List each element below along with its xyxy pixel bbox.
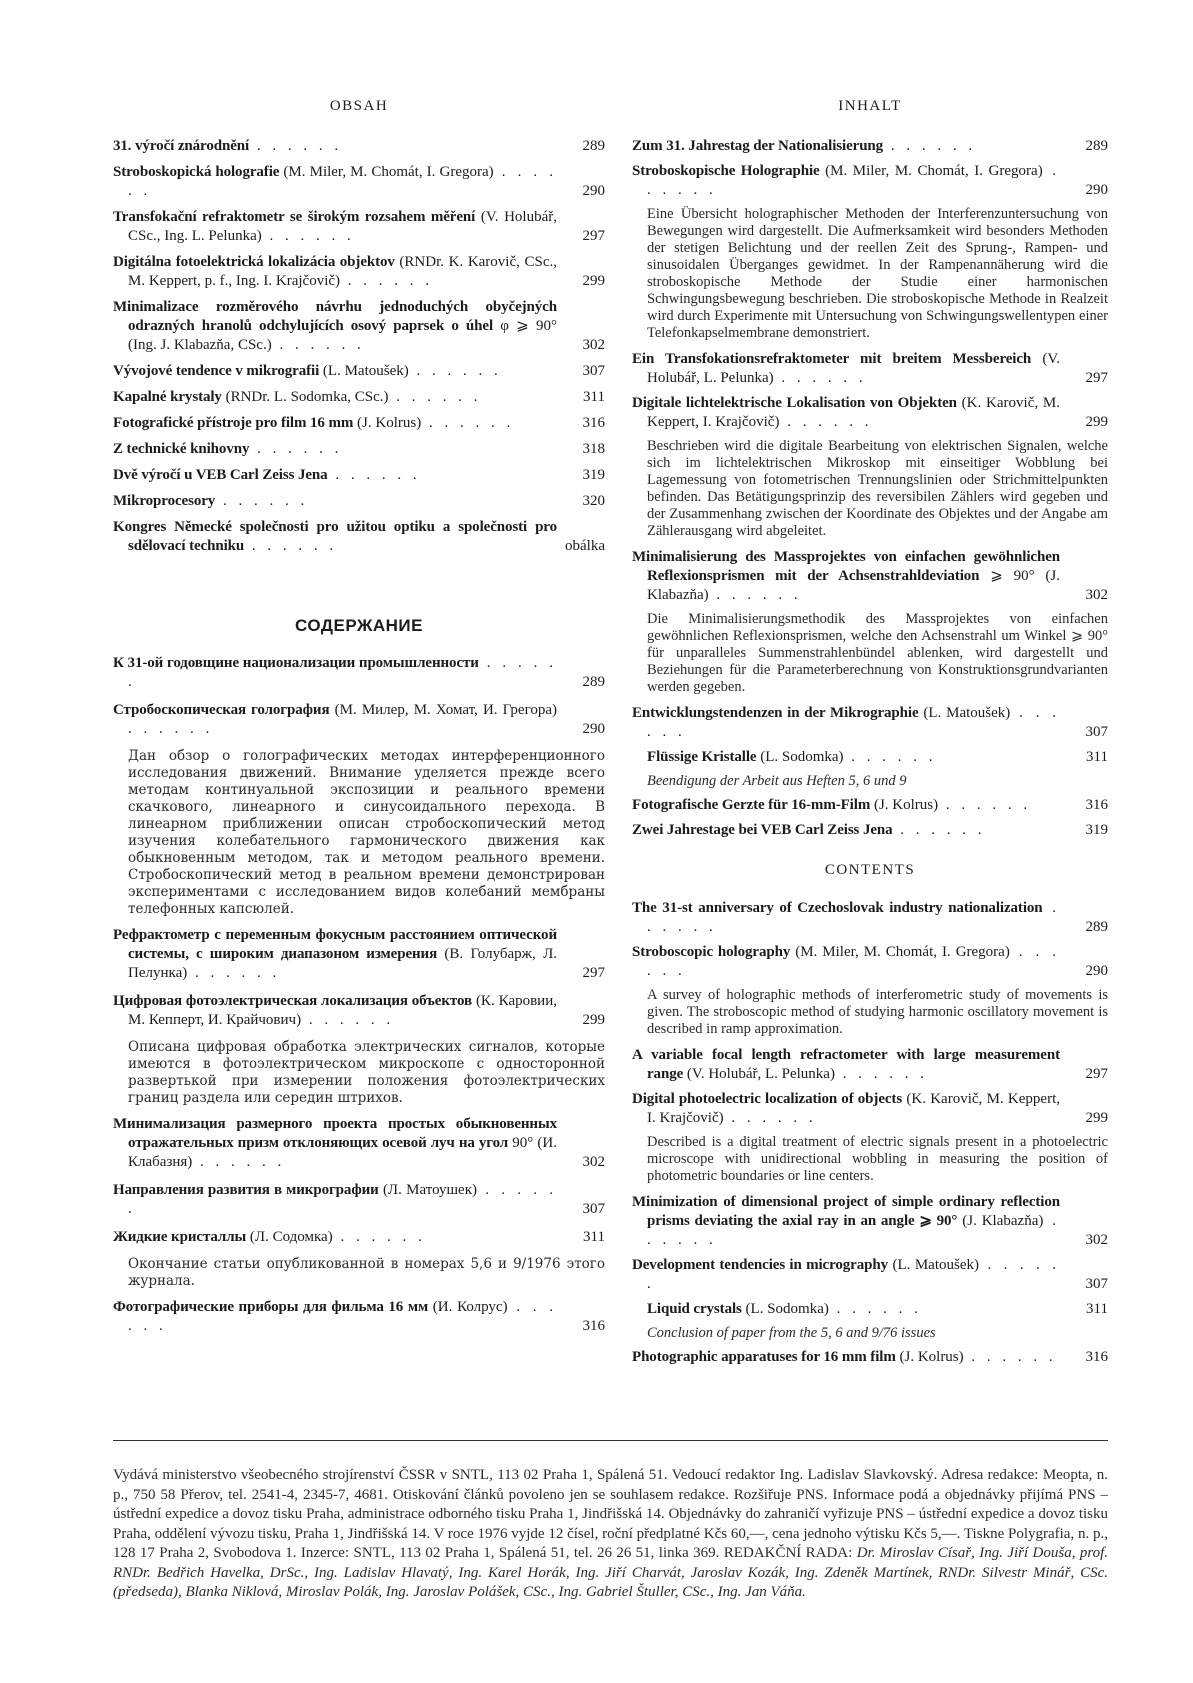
obsah-entry-page: 307	[582, 363, 605, 379]
obsah-entry	[113, 298, 605, 355]
dot-leader: . . . . . .	[421, 415, 515, 431]
soderzhanie-entry	[113, 701, 605, 739]
soderzhanie-entry-page: 299	[582, 1012, 605, 1028]
contents-entry-title: The 31-st anniversary of Czechoslovak industry nationalization	[632, 900, 1043, 916]
soderzhanie-entry-authors: (М. Милер, М. Хомат, И. Грегора)	[329, 702, 557, 718]
inhalt-entry-title: Stroboskopische Holographie	[632, 163, 820, 179]
soderzhanie-entry-abstract: Дан обзор о голографических методах интерференционного исследования движений. Внимание уделяется прежде всего методам континуальной экспозиции и реального времени скачкового, линеарного и синусоидального перехода. В линеарном приближении описан стробоскопический метод изучения колебательного гармонического движения как обыкновенным методом, так и методом реального времени. Стробоскопический метод в реальном времени демонстрирован экспериментами с исследованием видов колебаний мембраны телефонных капсюлей.	[128, 748, 605, 917]
dot-leader: . . . . . .	[340, 273, 434, 289]
contents-entry	[632, 1300, 1108, 1319]
obsah-entry-title: Minimalizace rozměrového návrhu jednoduchých obyčejných odrazných hranolů odchylujících osový paprsek o úhel	[113, 299, 557, 334]
soderzhanie-entry	[113, 1228, 605, 1247]
inhalt-entry-authors: (L. Sodomka)	[756, 749, 844, 765]
contents-entry-heading	[632, 1256, 1060, 1294]
contents-entry-authors: (V. Holubář, L. Pelunka)	[683, 1066, 835, 1082]
dot-leader: . . . . . .	[128, 655, 558, 690]
inhalt-entry-abstract: Die Minimalisierungsmethodik des Massprojektes von einfachen gewöhnlichen Reflexionsprismen, welche den Achsenstrahl um Winkel ⩾ 90° für unparalleles Summenstrahlenbündel ablenken, wird dargestellt und Beziehungen für die Parameterberechnung von Konstruktionsgrundvarianten werden gegeben.	[647, 611, 1108, 695]
soderzhanie-entry-title: К 31-ой годовщине национализации промышленности	[113, 655, 479, 671]
obsah-entry	[113, 253, 605, 291]
soderzhanie-entry-page: 297	[582, 965, 605, 981]
soderzhanie-entry-page: 311	[583, 1229, 605, 1245]
obsah-title: OBSAH	[329, 98, 389, 114]
soderzhanie-entry	[113, 1298, 605, 1336]
dot-leader: . . . . . .	[834, 1066, 928, 1082]
contents-entry	[632, 943, 1108, 981]
contents-entry-heading	[647, 1300, 1060, 1319]
dot-leader: . . . . . .	[327, 467, 421, 483]
inhalt-entry	[632, 704, 1108, 742]
obsah-entry-title: Kongres Německé společnosti pro užitou optiku a společnosti pro sdělovací techniku	[113, 519, 557, 554]
dot-leader: . . . . . .	[773, 370, 867, 386]
obsah-entry-authors: (J. Kolrus)	[353, 415, 422, 431]
obsah-entry-page: 290	[582, 183, 605, 199]
inhalt-entry-note: Beendigung der Arbeit aus Heften 5, 6 und 9	[647, 773, 907, 789]
obsah-entry-title: Stroboskopická holografie	[113, 164, 280, 180]
soderzhanie-entry	[113, 1115, 605, 1172]
soderzhanie-entry-title: Фотографические приборы для фильма 16 мм	[113, 1299, 429, 1315]
inhalt-entry	[632, 796, 1108, 815]
contents-entry-page: 311	[1086, 1301, 1108, 1317]
obsah-entry-page: 319	[582, 467, 605, 483]
obsah-entry	[113, 414, 605, 433]
obsah-entry-title: 31. výročí znárodnění	[113, 138, 250, 154]
dot-leader: . . . . . .	[249, 441, 343, 457]
inhalt-entry	[632, 548, 1108, 605]
soderzhanie-title: СОДЕРЖАНИЕ	[295, 616, 423, 635]
contents-entry-page: 289	[1085, 919, 1108, 935]
soderzhanie-entry-title: Рефрактометр с переменным фокусным расстоянием оптической системы, с широким диапазоном измерения	[113, 927, 557, 962]
contents-entry-authors: (J. Kolrus)	[895, 1349, 964, 1365]
dot-leader: . . . . . .	[128, 721, 214, 737]
soderzhanie-entry-title: Жидкие кристаллы	[113, 1229, 247, 1245]
obsah-entry-heading	[113, 362, 557, 381]
obsah-entry-heading	[113, 440, 557, 459]
dot-leader: . . . . . .	[128, 1182, 557, 1217]
soderzhanie-entry	[113, 654, 605, 692]
dot-leader: . . . . . .	[647, 900, 1060, 935]
dot-leader: . . . . . .	[828, 1301, 922, 1317]
obsah-entry-page: 311	[583, 389, 605, 405]
inhalt-entry	[632, 350, 1108, 388]
dot-leader: . . . . . .	[963, 1349, 1057, 1365]
inhalt-entry-authors: (M. Miler, M. Chomát, I. Gregora)	[819, 163, 1043, 179]
inhalt-entry-heading	[632, 137, 1060, 156]
contents-entry-page: 316	[1085, 1349, 1108, 1365]
soderzhanie-entry-heading	[113, 1228, 557, 1247]
obsah-entry-title: Fotografické přístroje pro film 16 mm	[113, 415, 354, 431]
inhalt-entry-page: 302	[1085, 587, 1108, 603]
soderzhanie-entry-abstract: Окончание статьи опубликованной в номерах 5,6 и 9/1976 этого журнала.	[128, 1256, 605, 1289]
obsah-entry-page: 289	[582, 138, 605, 154]
dot-leader: . . . . . .	[892, 822, 986, 838]
contents-entry	[632, 1256, 1108, 1294]
inhalt-entry-heading	[632, 548, 1060, 605]
contents-entry-heading	[632, 1348, 1060, 1367]
obsah-entry-authors: (RNDr. L. Sodomka, CSc.)	[221, 389, 389, 405]
inhalt-entry-authors: (J. Kolrus)	[870, 797, 939, 813]
soderzhanie-entry	[113, 992, 605, 1030]
dot-leader: . . . . . .	[192, 1154, 286, 1170]
imprint-text: Vydává ministerstvo všeobecného strojírenství ČSSR v SNTL, 113 02 Praha 1, Spálená 51. Vedoucí redaktor Ing. Ladislav Slavkovský. Adresa redakce: Meopta, n. p., 750 58 Přerov, tel. 2541-4, 2345-7, 4681. Otiskování článků povoleno jen se souhlasem redakce. Rozšiřuje PNS. Informace podá a objednávky přijímá PNS – ústřední expedice a dovoz tisku Praha, administrace odborného tisku Praha 1, Jindřišská 14. Objednávky do zahraničí vyřizuje PNS – ústřední expedice a dovoz tisku Praha, oddělení vývozu tisku, Praha 1, Jindřišská 14. V roce 1976 vyjde 12 čísel, roční předplatné Kčs 60,—, cena jednoho výtisku Kčs 5,—. Tiskne Polygrafia, n. p., 128 17 Praha 2, Svobodova 1. Inzerce: SNTL, 113 02 Praha 1, Spálená 51, tel. 26 26 51, linka 369.	[113, 1467, 1108, 1561]
editorial-board-label: REDAKČNÍ RADA:	[723, 1545, 853, 1561]
soderzhanie-entry-authors: (Л. Содомка)	[246, 1229, 333, 1245]
inhalt-entry-title: Entwicklungstendenzen in der Mikrographie	[632, 705, 919, 721]
obsah-entry-page: 320	[582, 493, 605, 509]
inhalt-entry-page: 316	[1085, 797, 1108, 813]
obsah-entry-title: Vývojové tendence v mikrografii	[113, 363, 320, 379]
obsah-list	[113, 137, 605, 556]
inhalt-entry-heading	[632, 796, 1060, 815]
obsah-entry	[113, 388, 605, 407]
obsah-entry-heading	[113, 298, 557, 355]
contents-entry-heading	[632, 1090, 1060, 1128]
contents-entry-heading	[632, 1046, 1060, 1084]
obsah-entry-heading	[113, 388, 557, 407]
obsah-entry	[113, 208, 605, 246]
inhalt-entry-title: Flüssige Kristalle	[647, 749, 757, 765]
inhalt-entry-page: 299	[1085, 414, 1108, 430]
soderzhanie-entry-page: 290	[582, 721, 605, 737]
dot-leader: . . . . . .	[128, 1299, 558, 1334]
contents-entry-title: Stroboscopic holography	[632, 944, 791, 960]
dot-leader: . . . . . .	[271, 337, 365, 353]
obsah-entry	[113, 492, 605, 511]
inhalt-entry-title: Zum 31. Jahrestag der Nationalisierung	[632, 138, 884, 154]
dot-leader: . . . . . .	[647, 705, 1061, 740]
contents-entry-authors: (K. Karovič, M. Keppert, I. Krajčovič)	[647, 1091, 1060, 1126]
inhalt-entry-title: Fotografische Gerzte für 16-mm-Film	[632, 797, 871, 813]
soderzhanie-entry-title: Минимализация размерного проекта простых обыкновенных отражательных призм отклоняющих осевой луч на угол	[113, 1116, 557, 1151]
contents-entry-abstract: A survey of holographic methods of interferometric study of movements is given. The stroboscopic method of studying harmonic oscillatory movement is described in ramp approximation.	[647, 987, 1108, 1037]
dot-leader: . . . . . .	[388, 389, 482, 405]
soderzhanie-entry-heading	[113, 1181, 557, 1219]
obsah-entry-page: 316	[582, 415, 605, 431]
inhalt-entry-page: 319	[1085, 822, 1108, 838]
contents-entry-page: 307	[1085, 1276, 1108, 1292]
inhalt-entry	[632, 748, 1108, 767]
contents-entry-heading	[632, 1193, 1060, 1250]
dot-leader: . . . . . .	[408, 363, 502, 379]
inhalt-entry	[632, 162, 1108, 200]
contents-entry-heading	[632, 943, 1060, 981]
soderzhanie-entry-authors: 90° (И. Клабазня)	[128, 1135, 558, 1170]
obsah-entry	[113, 440, 605, 459]
inhalt-entry-page: 307	[1085, 724, 1108, 740]
dot-leader: . . . . . .	[244, 538, 338, 554]
contents-entry-authors: (J. Klabazňa)	[957, 1213, 1044, 1229]
contents-entry-heading	[632, 899, 1060, 937]
contents-entry-abstract: Described is a digital treatment of electric signals present in a photoelectric microscope with unidirectional wobbling in measuring the position of photometric boundaries or line centers.	[647, 1134, 1108, 1184]
editorial-board-members: Dr. Miroslav Císař, Ing. Jiří Douša, prof. RNDr. Bedřich Havelka, DrSc., Ing. Ladislav Hlavatý, Ing. Karel Horák, Ing. Jiří Charvát, Jaroslav Kozák, Ing. Zdeněk Martínek, RNDr. Silvestr Minář, CSc. (předseda), Blanka Niklová, Miroslav Polák, Ing. Jaroslav Polášek, CSc., Ing. Gabriel Štuller, CSc., Ing. Jan Váňa.	[113, 1545, 1109, 1600]
inhalt-entry	[632, 821, 1108, 840]
dot-leader: . . . . . .	[301, 1012, 395, 1028]
obsah-entry	[113, 362, 605, 381]
obsah-entry-heading	[113, 414, 557, 433]
soderzhanie-entry-heading	[113, 1115, 557, 1172]
contents-entry-authors: (M. Miler, M. Chomát, I. Gregora)	[790, 944, 1010, 960]
inhalt-entry-page: 297	[1085, 370, 1108, 386]
obsah-entry-authors: (L. Matoušek)	[319, 363, 409, 379]
soderzhanie-entry-page: 307	[582, 1201, 605, 1217]
obsah-entry	[113, 163, 605, 201]
contents-entry-page: 302	[1085, 1232, 1108, 1248]
dot-leader: . . . . . .	[938, 797, 1032, 813]
contents-entry-authors: (L. Sodomka)	[741, 1301, 829, 1317]
inhalt-entry-authors: (L. Matoušek)	[918, 705, 1011, 721]
obsah-entry-page: 302	[582, 337, 605, 353]
soderzhanie-entry-title: Цифровая фотоэлектрическая локализация объектов	[113, 993, 472, 1009]
contents-entry-title: Photographic apparatuses for 16 mm film	[632, 1349, 896, 1365]
obsah-entry-heading	[113, 466, 557, 485]
inhalt-entry-heading	[632, 821, 1060, 840]
obsah-entry-page: 318	[582, 441, 605, 457]
obsah-entry-heading	[113, 518, 557, 556]
dot-leader: . . . . . .	[332, 1229, 426, 1245]
dot-leader: . . . . . .	[261, 228, 355, 244]
dot-leader: . . . . . .	[249, 138, 343, 154]
left-column	[113, 98, 605, 1345]
inhalt-entry-title: Zwei Jahrestage bei VEB Carl Zeiss Jena	[632, 822, 893, 838]
inhalt-entry-abstract: Eine Übersicht holographischer Methoden der Interferenzuntersuchung von Bewegungen wird dargestellt. Die Aufmerksamkeit wird besonders Methoden der stetigen Belichtung und der reellen Zeit des Sprung-, Rampen- und sinusoidalen Überganges gewidmet. In der Rampenannäherung wird die stroboskopische Methode der Studie einer harmonischen Schwingungsbewegung beschrieben. Die stroboskopische Methode in Realzeit wird durch Experimente mit Untersuchung von Schwingungswellentypen einer Telefonkapselmembrane demonstriert.	[647, 206, 1108, 341]
obsah-entry-heading	[113, 253, 557, 291]
inhalt-entry-abstract: Beschrieben wird die digitale Bearbeitung von elektrischen Signalen, welche sich im lichtelektrischen Mikroskop mit einseitiger Wobblung bei Lagemessung von fotometrischen Trennungslinien oder Strichmittelpunkten befinden. Das Betätigungsprinzip des reversibilen Zählers wird gegeben und der Zusammenhang zwischen der Koordinate des Objektes und der Angabe am Zählerausgang wird abgeleitet.	[647, 438, 1108, 539]
obsah-entry-authors: (M. Miler, M. Chomát, I. Gregora)	[279, 164, 494, 180]
dot-leader: . . . . . .	[843, 749, 937, 765]
obsah-entry-authors: (RNDr. K. Karovič, CSc., M. Keppert, p. f., Ing. I. Krajčovič)	[128, 254, 557, 289]
soderzhanie-entry-heading	[113, 926, 557, 983]
inhalt-entry-page: 290	[1085, 182, 1108, 198]
contents-entry	[632, 1348, 1108, 1367]
footer-rule	[113, 1440, 1108, 1441]
obsah-entry-title: Dvě výročí u VEB Carl Zeiss Jena	[113, 467, 328, 483]
obsah-entry-title: Z technické knihovny	[113, 441, 250, 457]
obsah-entry-title: Kapalné krystaly	[113, 389, 222, 405]
contents-entry	[632, 1193, 1108, 1250]
obsah-entry-page: 297	[582, 228, 605, 244]
contents-entry-title: Liquid crystals	[647, 1301, 742, 1317]
dot-leader: . . . . . .	[708, 587, 802, 603]
inhalt-title: INHALT	[838, 98, 902, 114]
obsah-entry-heading	[113, 137, 557, 156]
contents-entry-title: Digital photoelectric localization of objects	[632, 1091, 903, 1107]
inhalt-entry-heading	[632, 162, 1060, 200]
contents-entry-title: Minimization of dimensional project of simple ordinary reflection prisms deviating the axial ray in an angle ⩾ 90°	[632, 1194, 1060, 1229]
obsah-entry	[113, 518, 605, 556]
inhalt-entry-page: 311	[1086, 749, 1108, 765]
inhalt-list	[632, 137, 1108, 840]
soderzhanie-entry-title: Стробоскопическая голография	[113, 702, 330, 718]
obsah-entry-title: Mikroprocesory	[113, 493, 216, 509]
soderzhanie-entry-title: Направления развития в микрографии	[113, 1182, 379, 1198]
inhalt-entry-title: Digitale lichtelektrische Lokalisation von Objekten	[632, 395, 957, 411]
soderzhanie-entry-heading	[113, 1298, 557, 1336]
soderzhanie-entry-heading	[113, 992, 557, 1030]
inhalt-entry-title: Minimalisierung des Massprojektes von einfachen gewöhnlichen Reflexionsprismen mit der Achsenstrahldeviation	[632, 549, 1060, 584]
inhalt-entry	[632, 137, 1108, 156]
soderzhanie-entry-authors: (И. Колрус)	[428, 1299, 508, 1315]
soderzhanie-entry-page: 289	[582, 674, 605, 690]
contents-title: CONTENTS	[824, 862, 916, 878]
inhalt-entry-page: 289	[1085, 138, 1108, 154]
obsah-entry	[113, 137, 605, 156]
dot-leader: . . . . . .	[647, 944, 1060, 979]
obsah-entry-heading	[113, 492, 557, 511]
contents-entry-page: 297	[1085, 1066, 1108, 1082]
obsah-entry	[113, 466, 605, 485]
contents-entry	[632, 1046, 1108, 1084]
dot-leader: . . . . . .	[187, 965, 281, 981]
soderzhanie-list	[113, 654, 605, 1336]
contents-entry-title: Development tendencies in micrography	[632, 1257, 889, 1273]
contents-entry-title: A variable focal length refractometer with large measurement range	[632, 1047, 1060, 1082]
inhalt-entry-authors: (K. Karovič, M. Keppert, I. Krajčovič)	[647, 395, 1060, 430]
obsah-entry-page: obálka	[565, 538, 605, 554]
inhalt-entry-heading	[632, 394, 1060, 432]
contents-list	[632, 899, 1108, 1367]
dot-leader: . . . . . .	[647, 163, 1060, 198]
inhalt-entry-heading	[632, 350, 1060, 388]
soderzhanie-entry-authors: (К. Каровии, М. Кепперт, И. Крайчович)	[128, 993, 557, 1028]
soderzhanie-entry	[113, 926, 605, 983]
contents-entry-authors: (L. Matoušek)	[888, 1257, 979, 1273]
soderzhanie-entry-heading	[113, 654, 557, 692]
dot-leader: . . . . . .	[128, 164, 558, 199]
inhalt-entry-title: Ein Transfokationsrefraktometer mit breitem Messbereich	[632, 351, 1032, 367]
obsah-entry-title: Transfokační refraktometr se širokým rozsahem měření	[113, 209, 476, 225]
imprint	[113, 1466, 1108, 1603]
soderzhanie-entry-page: 316	[582, 1318, 605, 1334]
dot-leader: . . . . . .	[215, 493, 309, 509]
inhalt-entry	[632, 394, 1108, 432]
soderzhanie-entry-authors: (В. Голубарж, Л. Пелунка)	[128, 946, 557, 981]
obsah-entry-title: Digitálna fotoelektrická lokalizácia objektov	[113, 254, 395, 270]
soderzhanie-entry	[113, 1181, 605, 1219]
inhalt-entry-heading	[647, 748, 1060, 767]
obsah-entry-heading	[113, 208, 557, 246]
inhalt-entry-authors: ⩾ 90° (J. Klabazňa)	[647, 568, 1060, 603]
contents-entry-note: Conclusion of paper from the 5, 6 and 9/76 issues	[647, 1325, 936, 1341]
soderzhanie-entry-heading	[113, 701, 557, 739]
inhalt-entry-heading	[632, 704, 1060, 742]
obsah-entry-authors: (V. Holubář, CSc., Ing. L. Pelunka)	[128, 209, 557, 244]
dot-leader: . . . . . .	[723, 1110, 817, 1126]
soderzhanie-entry-authors: (Л. Матоушек)	[378, 1182, 477, 1198]
right-column	[632, 98, 1108, 1373]
obsah-entry-heading	[113, 163, 557, 201]
obsah-entry-authors: φ ⩾ 90° (Ing. J. Klabazňa, CSc.)	[128, 318, 557, 353]
dot-leader: . . . . . .	[779, 414, 873, 430]
inhalt-entry-authors: (V. Holubář, L. Pelunka)	[647, 351, 1060, 386]
dot-leader: . . . . . .	[883, 138, 977, 154]
contents-entry-page: 290	[1085, 963, 1108, 979]
contents-entry-page: 299	[1085, 1110, 1108, 1126]
obsah-entry-page: 299	[582, 273, 605, 289]
dot-leader: . . . . . .	[647, 1213, 1060, 1248]
contents-entry	[632, 899, 1108, 937]
soderzhanie-entry-page: 302	[582, 1154, 605, 1170]
dot-leader: . . . . . .	[647, 1257, 1061, 1292]
contents-entry	[632, 1090, 1108, 1128]
soderzhanie-entry-abstract: Описана цифровая обработка электрических сигналов, которые имеются в фотоэлектрическом микроскопе с односторонной развертькой при измерении положения фотоэлектрических границ раздела или середин штрихов.	[128, 1039, 605, 1106]
